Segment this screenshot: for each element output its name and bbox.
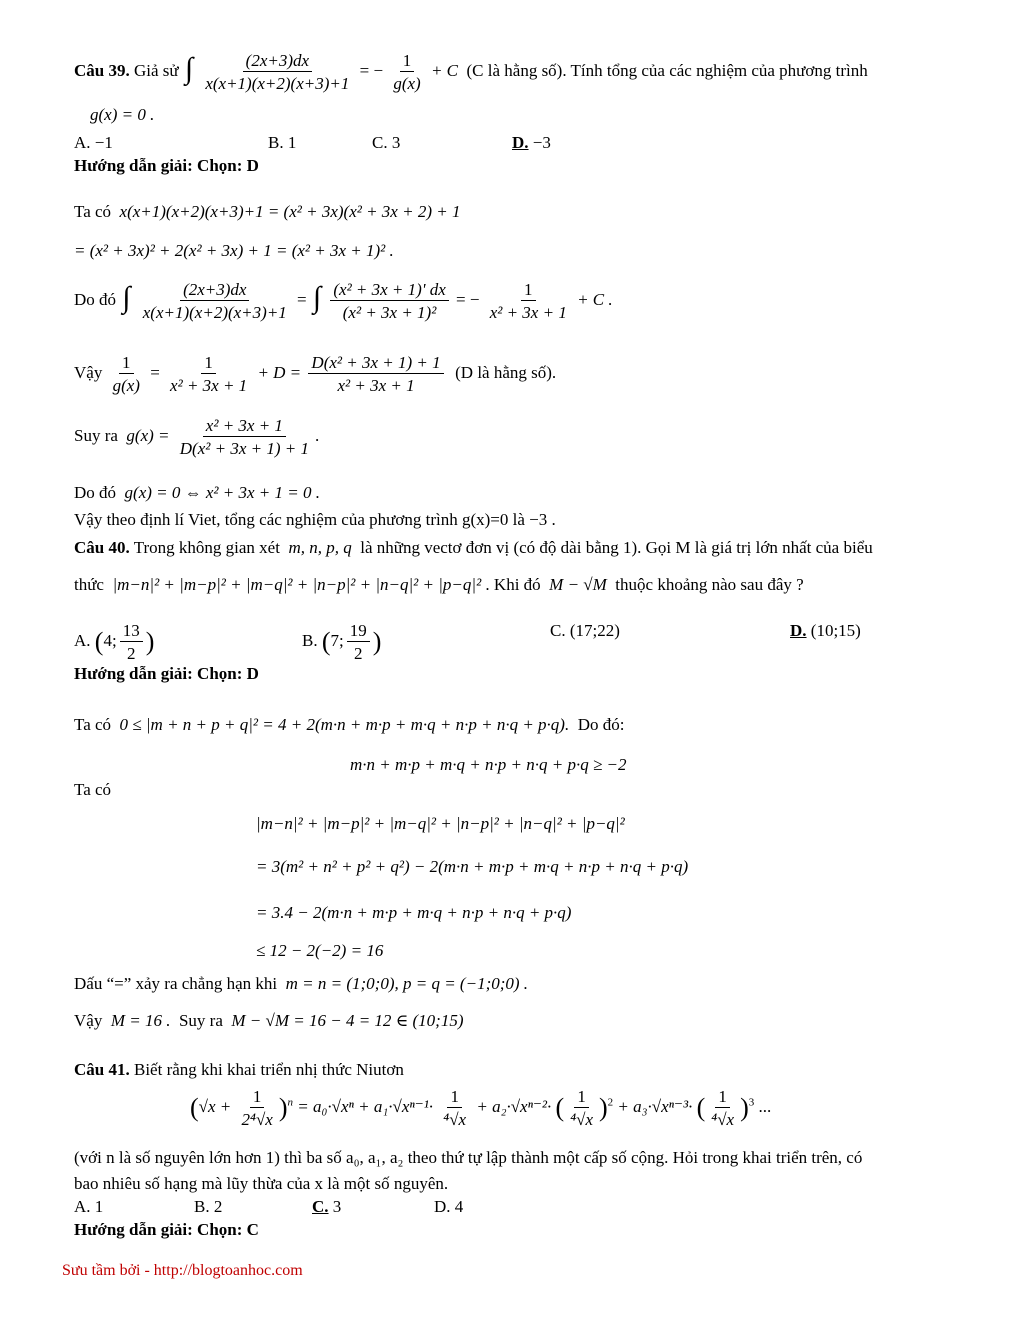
q40-statement-1: Câu 40. Trong không gian xét m, n, p, q là những vectơ đơn vị (có độ dài bằng 1). Gọi M là giá trị lớn nhất của biểu xyxy=(74,538,873,557)
q40-answer: Hướng dẫn giải: Chọn: D xyxy=(74,664,259,683)
q39-option-d: D. −3 xyxy=(512,133,551,152)
q39-step1: Ta có x(x+1)(x+2)(x+3)+1 = (x² + 3x)(x² + 3x + 2) + 1 xyxy=(74,202,461,221)
q39-eq: g(x) = 0 . xyxy=(90,105,155,124)
q40-step5: = 3(m² + n² + p² + q²) − 2(m·n + m·p + m·q + n·p + n·q + p·q) xyxy=(256,857,689,876)
q40-step3: Ta có xyxy=(74,780,112,799)
q39-rhs-pre: = − xyxy=(359,61,384,80)
q40-step7: ≤ 12 − 2(−2) = 16 xyxy=(256,941,384,960)
q40-step4: |m−n|² + |m−p|² + |m−q|² + |n−p|² + |n−q|² + |p−q|² xyxy=(256,814,625,833)
q39-tail: (C là hằng số). Tính tổng của các nghiệm của phương trình xyxy=(466,61,868,80)
q40-statement-2: thức |m−n|² + |m−p|² + |m−q|² + |n−p|² + |n−q|² + |p−q|² . Khi đó M − √M thuộc khoảng nào sau đây ? xyxy=(74,575,804,594)
q41-option-d: D. 4 xyxy=(434,1197,464,1216)
q39-rhs-frac xyxy=(390,52,423,92)
q40-option-d: D. (10;15) xyxy=(790,621,861,640)
q39-rhs-den: g(x) xyxy=(393,74,421,94)
q39-statement xyxy=(74,52,868,92)
q41-option-b: B. 2 xyxy=(194,1197,223,1216)
q41-option-c: C. 3 xyxy=(312,1197,342,1216)
footer-source: Sưu tầm bởi - http://blogtoanhoc.com xyxy=(62,1262,303,1279)
q41-body-1: (với n là số nguyên lớn hơn 1) thì ba số a₀, a₁, a₂ theo thứ tự lập thành một cấp số cộng. Hỏi trong khai triển trên, có xyxy=(74,1148,863,1167)
q41-answer: Hướng dẫn giải: Chọn: C xyxy=(74,1220,259,1239)
q39-lead: Giả sử xyxy=(133,61,179,80)
q40-options xyxy=(74,610,954,663)
q40-step1: Ta có 0 ≤ |m + n + p + q|² = 4 + 2(m·n + m·p + m·q + n·p + n·q + p·q). Do đó: xyxy=(74,715,625,734)
q39-rhs-post: + C xyxy=(430,61,458,80)
q39-step3: Do đó ∫ $\frac{(2x+3)dx}{x(x+1)(x+2)(x+3)+1}$ = ∫ $\frac{\text{(x² + 3x + 1)' dx}}{\text{(x² + 3x + 1)²}}$ = − $\frac{1}{\text{x² + 3x + 1}}$ + C . xyxy=(74,280,613,323)
q41-body-2: bao nhiêu số hạng mà lũy thừa của x là một số nguyên. xyxy=(74,1174,449,1193)
q39-step2: = (x² + 3x)² + 2(x² + 3x) + 1 = (x² + 3x + 1)² . xyxy=(74,241,394,260)
q39-option-c: C. 3 xyxy=(372,133,401,152)
q39-step7: Vậy theo định lí Viet, tổng các nghiệm của phương trình g(x)=0 là −3 . xyxy=(74,510,556,529)
q40-expression: |m−n|² + |m−p|² + |m−q|² + |n−p|² + |n−q|² + |p−q|² xyxy=(112,575,482,594)
q40-step2: m·n + m·p + m·q + n·p + n·q + p·q ≥ −2 xyxy=(350,755,627,774)
q41-statement: Câu 41. Biết rằng khi khai triển nhị thức Niutơn xyxy=(74,1060,404,1079)
q40-option-a: A. (4; $\frac{13}{2}$ ) xyxy=(74,621,155,663)
q39-answer: Hướng dẫn giải: Chọn: D xyxy=(74,156,259,175)
q40-option-b: B. (7; $\frac{19}{2}$ ) xyxy=(302,621,382,663)
q40-step8: Dấu “=” xảy ra chẳng hạn khi m = n = (1;0;0), p = q = (−1;0;0) . xyxy=(74,974,529,993)
q39-step6: Do đó g(x) = 0 ⇔ x² + 3x + 1 = 0 . xyxy=(74,483,320,502)
q39-step4: Vậy $\frac{1}{g(x)}$ = $\frac{1}{\text{x² + 3x + 1}}$ + D = $\frac{\text{D(x² + 3x + 1) + 1}}{\text{x² + 3x + 1}}$ (D là hằng số). xyxy=(74,353,557,395)
q39-integrand xyxy=(202,52,352,92)
q39-step5: Suy ra g(x) = $\frac{\text{x² + 3x + 1}}{\text{D(x² + 3x + 1) + 1}}$ . xyxy=(74,416,320,458)
q39-option-b: B. 1 xyxy=(268,133,297,152)
q41-options xyxy=(74,1198,954,1218)
q41-option-a: A. 1 xyxy=(74,1197,104,1216)
q39-option-a: A. −1 xyxy=(74,133,113,152)
q39-options xyxy=(74,134,954,154)
integral-sign: ∫ xyxy=(184,52,194,85)
q39-num: (2x+3)dx xyxy=(243,52,312,72)
q39-den: x(x+1)(x+2)(x+3)+1 xyxy=(205,74,350,94)
q40-step6: = 3.4 − 2(m·n + m·p + m·q + n·p + n·q + p·q) xyxy=(256,903,572,922)
q39-rhs-num: 1 xyxy=(400,52,415,72)
q40-option-c: C. (17;22) xyxy=(550,621,620,640)
q39-label: Câu 39. xyxy=(74,61,130,80)
q40-vectors: m, n, p, q xyxy=(288,538,352,557)
q41-formula: (√x + $\frac{1}{\text{2⁴√x}}$ )$^n$ = a₀·√xⁿ + a₁·√xⁿ⁻¹· $\frac{1}{\text{⁴√x}}$ + a₂·√xⁿ⁻²· ( $\frac{1}{\text{⁴√x}}$ )$^2$ + a₃·√xⁿ⁻³· ( $\frac{1}{\text{⁴√x}}$ )$^3$ ... xyxy=(190,1087,772,1129)
q40-step9: Vậy M = 16 . Suy ra M − √M = 16 − 4 = 12 ∈ (10;15) xyxy=(74,1011,464,1030)
